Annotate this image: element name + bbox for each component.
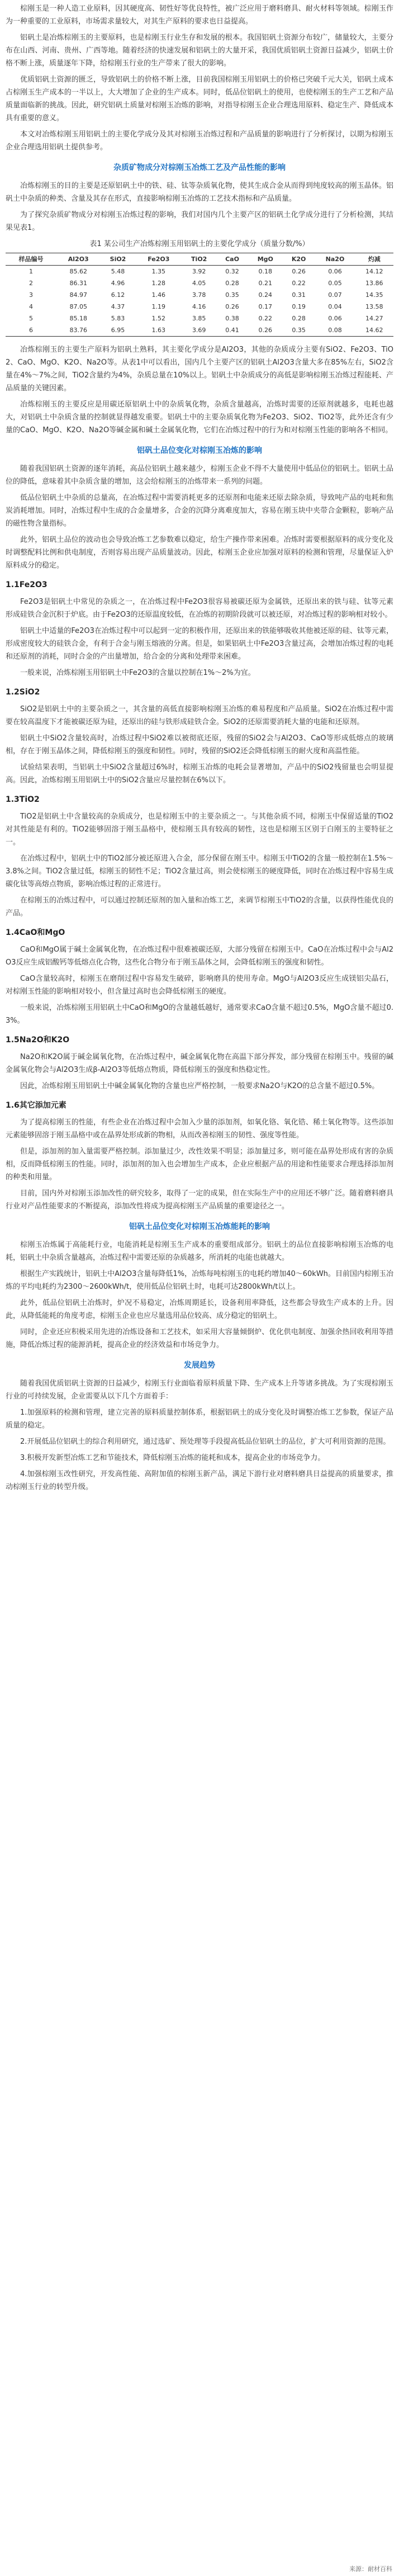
body-paragraph: 1.加强原料的检测和管理，建立完善的原料质量控制体系，根据铝矾土的成分变化及时调整冶炼工艺参数，保证产品质量的稳定。	[6, 1408, 393, 1430]
body-paragraph: 此外，铝矾土品位的波动也会导致冶炼工艺参数难以稳定，给生产操作带来困难。冶炼时需要根据原料的成分变化及时调整配料比例和供电制度，否则容易出现产品质量波动。因此，棕刚玉企业应加强对原料的检测和管理，尽量保证入炉原料成分的稳定。	[6, 536, 393, 570]
table-cell: 6	[29, 327, 34, 334]
body-paragraph: 因此，冶炼棕刚玉用铝矾土中碱金属氧化物的含量也应严格控制，一般要求Na2O与K2O的总含量不超过0.5%。	[20, 1082, 379, 1090]
body-paragraph: 但是，添加剂的加入量需要严格控制。添加量过少，改性效果不明显；添加量过多，则可能在晶界处形成有害的杂质相，反而降低棕刚玉的性能。同时，添加剂的加入也会增加生产成本，企业应根据产品的用途和性能要求合理选择添加剂的种类和用量。	[6, 1147, 393, 1181]
body-paragraph: Fe2O3是铝矾土中常见的杂质之一，在冶炼过程中Fe2O3很容易被碳还原为金属铁，还原出来的铁与硅、钛等元素形成硅铁合金沉积于炉底。由于Fe2O3的还原温度较低，在冶炼的初期阶段就可以被还原，对冶炼过程的影响相对较小。	[6, 598, 393, 619]
body-paragraph: 目前，国内外对棕刚玉添加改性的研究较多，取得了一定的成果，但在实际生产中的应用还不够广泛。随着磨料磨具行业对产品性能要求的不断提高，添加改性将成为提高棕刚玉产品质量的重要途径之一。	[6, 1189, 393, 1211]
table-header-cell: SiO2	[110, 256, 126, 263]
table-cell: 1	[29, 268, 34, 275]
intro-paragraph: 铝矾土是冶炼棕刚玉的主要原料，也是棕刚玉行业生存和发展的根本。我国铝矾土资源分布较广，储量较大，主要分布在山西、河南、贵州、广西等地。随着经济的快速发展和铝矾土的大量开采，我国优质铝矾土资源日益减少，铝矾土价格不断上涨，质量逐年下降，给棕刚玉行业的生产带来了很大的影响。	[6, 34, 393, 68]
body-paragraph: 铝矾土中SiO2含量较高时，冶炼过程中SiO2难以被彻底还原，残留的SiO2会与Al2O3、CaO等形成低熔点的玻璃相，存在于刚玉晶体之间，降低棕刚玉的强度和韧性。同时，残留的SiO2还会降低棕刚玉的耐火度和高温性能。	[6, 734, 393, 755]
source-credit: 来源：耐材百科	[349, 2565, 392, 2573]
composition-table-block	[6, 238, 393, 337]
body-paragraph: SiO2是铝矾土中的主要杂质之一，其含量的高低直接影响棕刚玉冶炼的难易程度和产品质量。SiO2在冶炼过程中需要在较高温度下才能被碳还原为硅，还原出的硅与铁形成硅铁合金。SiO2的还原需要消耗大量的电能和还原剂。	[6, 705, 393, 726]
body-paragraph: 一般来说，冶炼棕刚玉用铝矾土中CaO和MgO的含量越低越好，通常要求CaO含量不超过0.5%，MgO含量不超过0.3%。	[6, 1004, 393, 1025]
table-cell: 0.26	[258, 327, 273, 334]
body-paragraph: 4.加强棕刚玉改性研究，开发高性能、高附加值的棕刚玉新产品，满足下游行业对磨料磨具日益提高的质量要求，推动棕刚玉行业的转型升级。	[6, 1470, 393, 1491]
section-title: 发展趋势	[184, 1361, 215, 1370]
table-cell: 1.19	[151, 303, 166, 310]
table-row	[6, 301, 393, 313]
table-cell: 0.32	[225, 268, 239, 275]
table-header-cell: Fe2O3	[148, 256, 170, 263]
body-paragraph: CaO含量较高时，棕刚玉在磨削过程中容易发生破碎，影响磨具的使用寿命。MgO与Al2O3反应生成镁铝尖晶石，对棕刚玉性能的影响相对较小，但含量过高时也会降低棕刚玉的硬度。	[6, 975, 393, 996]
table-cell: 0.07	[328, 291, 342, 299]
body-paragraph: CaO和MgO属于碱土金属氧化物，在冶炼过程中很难被碳还原，大部分残留在棕刚玉中。CaO在冶炼过程中会与Al2O3反应生成铝酸钙等低熔点化合物，这些化合物分布于刚玉晶体之间，会降低棕刚玉的强度和韧性。	[6, 946, 393, 967]
table-cell: 0.35	[225, 291, 239, 299]
table-cell: 0.28	[225, 280, 239, 287]
table-cell: 1.63	[151, 327, 166, 334]
body-paragraph: 根据生产实践统计，铝矾土中Al2O3含量每降低1%，冶炼每吨棕刚玉的电耗约增加40～60kWh。目前国内棕刚玉冶炼的平均电耗约为2300～2600kWh/t，使用低品位铝矾土时，电耗可达2800kWh/t以上。	[6, 1270, 393, 1291]
table-header-cell: Al2O3	[68, 256, 89, 263]
table-cell: 13.58	[365, 303, 383, 310]
body-paragraph: 试验结果表明，当铝矾土中SiO2含量超过6%时，棕刚玉冶炼的电耗会显著增加，产品中的SiO2残留量也会明显提高。因此，冶炼棕刚玉用铝矾土中的SiO2含量应尽量控制在6%以下。	[6, 763, 393, 784]
subsection-title: 1.3TiO2	[6, 795, 40, 804]
table-cell: 84.97	[69, 291, 87, 299]
table-cell: 0.26	[225, 303, 239, 310]
table-header-cell: CaO	[225, 256, 239, 263]
table-header-cell: 样品编号	[18, 256, 44, 263]
body-paragraph: 同时，企业还应积极采用先进的冶炼设备和工艺技术，如采用大容量倾倒炉、优化供电制度、加强余热回收利用等措施，降低冶炼过程的能源消耗，提高企业的经济效益和市场竞争力。	[6, 1328, 393, 1349]
table-cell: 5.48	[111, 268, 125, 275]
body-paragraph: Na2O和K2O属于碱金属氧化物，在冶炼过程中，碱金属氧化物在高温下部分挥发，部分残留在棕刚玉中。残留的碱金属氧化物会与Al2O3生成β-Al2O3等低熔点物质，降低棕刚玉的强度和热稳定性。	[6, 1053, 393, 1074]
table-header-cell: Na2O	[325, 256, 345, 263]
table-row	[6, 266, 393, 278]
body-paragraph: TiO2是铝矾土中含量较高的杂质成分，也是棕刚玉中的主要杂质之一。与其他杂质不同，棕刚玉中保留适量的TiO2对其性能是有利的。TiO2能够固溶于刚玉晶格中，使棕刚玉具有较高的韧性，这也是棕刚玉区别于白刚玉的主要特征之一。	[6, 812, 393, 847]
table-row	[6, 289, 393, 301]
table-cell: 5	[29, 315, 34, 322]
subsection-title: 1.1Fe2O3	[6, 580, 48, 589]
body-paragraph: 在棕刚玉的冶炼过程中，可以通过控制还原剂的加入量和冶炼工艺，来调节棕刚玉中TiO2的含量，以获得性能优良的产品。	[6, 896, 393, 918]
table-cell: 0.08	[328, 327, 342, 334]
table-cell: 3.78	[192, 291, 206, 299]
table-cell: 0.38	[225, 315, 239, 322]
table-cell: 0.19	[292, 303, 306, 310]
subsection-title: 1.4CaO和MgO	[6, 928, 65, 937]
table-cell: 0.22	[292, 280, 306, 287]
table-header-cell: MgO	[257, 256, 273, 263]
intro-paragraph: 优质铝矾土资源的匮乏，导致铝矾土的价格不断上涨，目前我国棕刚玉用铝矾土的价格已突破千元大关，铝矾土成本占棕刚玉生产成本的一半以上，大大增加了企业的生产成本。同时，低品位铝矾土的使用，也使棕刚玉的生产工艺和产品质量面临新的挑战。因此，研究铝矾土质量对棕刚玉冶炼的影响，对指导棕刚玉企业合理选用原料、稳定生产、降低成本具有重要的意义。	[6, 75, 393, 122]
subsection-title: 1.2SiO2	[6, 688, 40, 697]
table-row	[6, 313, 393, 324]
table-cell: 1.52	[151, 315, 166, 322]
body-paragraph: 一般来说，冶炼棕刚玉用铝矾土中Fe2O3的含量以控制在1%～2%为宜。	[20, 669, 255, 677]
table-cell: 0.04	[328, 303, 342, 310]
table-cell: 0.06	[328, 315, 342, 322]
table-cell: 83.76	[69, 327, 87, 334]
table-cell: 4.37	[111, 303, 125, 310]
section-title: 铝矾土品位变化对棕刚玉冶炼的影响	[137, 446, 262, 455]
body-paragraph: 此外，低品位铝矾土冶炼时，炉况不易稳定，冶炼周期延长，设备利用率降低，这些都会导致生产成本的上升。因此，从降低能耗的角度考虑，棕刚玉企业也应尽量选用品位较高、成分稳定的铝矾土。	[6, 1299, 393, 1320]
table-header-cell: 灼减	[368, 256, 381, 263]
table-cell: 85.18	[69, 315, 87, 322]
table-cell: 6.12	[111, 291, 125, 299]
table-cell: 0.05	[328, 280, 342, 287]
table-cell: 0.18	[258, 268, 273, 275]
body-paragraph: 冶炼棕刚玉的目的主要是还原铝矾土中的铁、硅、钛等杂质氧化物，使其生成合金从而得到纯度较高的刚玉晶体。铝矾土中杂质的种类、含量及其存在形式，直接影响棕刚玉冶炼的工艺技术指标和产品质量。	[6, 182, 393, 203]
table-cell: 14.35	[365, 291, 383, 299]
table-cell: 6.95	[111, 327, 125, 334]
body-paragraph: 铝矾土中适量的Fe2O3在冶炼过程中可以起到一定的积极作用，还原出来的铁能够吸收其他被还原的硅、钛等元素，形成密度较大的硅铁合金，有利于合金与刚玉熔液的分离。但是，如果铝矾土中Fe2O3含量过高，会增加冶炼过程的电耗和还原剂的消耗，同时合金的产出量增加，给合金的分离和处理带来困难。	[6, 627, 393, 661]
table-caption: 表1 某公司生产冶炼棕刚玉用铝矾土的主要化学成分（质量分数/%）	[89, 240, 310, 248]
intro-paragraph: 本文对冶炼棕刚玉用铝矾土的主要化学成分及其对棕刚玉冶炼过程和产品质量的影响进行了分析探讨，以期为棕刚玉企业合理选用铝矾土提供参考。	[6, 130, 393, 152]
table-cell: 0.17	[258, 303, 273, 310]
intro-paragraph: 棕刚玉是一种人造工业原料，因其硬度高、韧性好等优良特性，被广泛应用于磨料磨具、耐火材料等领域。棕刚玉作为一种重要的工业原料，市场需求量较大，对其生产原料的要求也日益提高。	[6, 4, 393, 26]
table-cell: 87.05	[69, 303, 87, 310]
table-cell: 3.85	[192, 315, 206, 322]
table-row	[6, 277, 393, 289]
body-paragraph: 冶炼棕刚玉的主要反应是用碳还原铝矾土中的杂质氧化物，杂质含量越高，冶炼时需要的还原剂就越多，电耗也越大，对铝矾土中杂质含量的控制就显得越发重要。铝矾土中的主要杂质氧化物为Fe2O3、SiO2、TiO2等，此外还含有少量的CaO、MgO、K2O、Na2O等碱金属和碱土金属氧化物，它们在冶炼过程中的行为和对棕刚玉性能的影响各不相同。	[6, 400, 393, 434]
table-cell: 13.86	[365, 280, 383, 287]
table-cell: 86.31	[69, 280, 87, 287]
table-cell: 14.12	[365, 268, 383, 275]
table-cell: 4	[29, 303, 34, 310]
table-cell: 0.26	[292, 268, 306, 275]
table-cell: 1.28	[151, 280, 166, 287]
table-cell: 1.46	[151, 291, 166, 299]
table-cell: 4.96	[111, 280, 125, 287]
body-paragraph: 2.开展低品位铝矾土的综合利用研究，通过选矿、预处理等手段提高低品位铝矾土的品位，扩大可利用资源的范围。	[20, 1438, 391, 1446]
table-cell: 0.24	[258, 291, 273, 299]
table-cell: 14.27	[365, 315, 383, 322]
body-paragraph: 随着我国优质铝矾土资源的日益减少，棕刚玉行业面临着原料质量下降、生产成本上升等诸多挑战。为了实现棕刚玉行业的可持续发展，企业需要从以下几个方面着手：	[6, 1379, 393, 1401]
table-cell: 3.92	[192, 268, 206, 275]
table-cell: 3	[29, 291, 34, 299]
table-cell: 5.83	[111, 315, 125, 322]
table-cell: 0.41	[225, 327, 239, 334]
table-header-row	[6, 253, 393, 266]
table-cell: 1.35	[151, 268, 166, 275]
body-paragraph: 为了提高棕刚玉的性能，有些企业在冶炼过程中会加入少量的添加剂，如氧化铬、氧化锆、稀土氧化物等。这些添加元素能够固溶于刚玉晶格中或在晶界处形成新的物相，从而改善棕刚玉的韧性、强度等性能。	[6, 1118, 393, 1140]
table-cell: 4.16	[192, 303, 206, 310]
body-paragraph: 在冶炼过程中，铝矾土中的TiO2部分被还原进入合金，部分保留在刚玉中。棕刚玉中TiO2的含量一般控制在1.5%～3.8%之间。TiO2含量过低，棕刚玉的韧性不足；TiO2含量过高，则会使棕刚玉的硬度降低，同时在冶炼过程中容易生成碳化钛等高熔点物质，影响冶炼过程的正常进行。	[6, 854, 393, 888]
body-paragraph: 3.积极开发新型冶炼工艺和节能技术，降低棕刚玉冶炼的能耗和成本，提高企业的市场竞争力。	[20, 1454, 325, 1462]
section-title: 铝矾土品位变化对棕刚玉冶炼能耗的影响	[129, 1222, 270, 1231]
table-cell: 0.22	[258, 315, 273, 322]
table-header-cell: K2O	[291, 256, 306, 263]
table-cell: 0.35	[292, 327, 306, 334]
table-cell: 85.62	[69, 268, 87, 275]
body-paragraph: 为了探究杂质矿物成分对棕刚玉冶炼过程的影响，我们对国内几个主要产区的铝矾土化学成分进行了分析检测，其结果见表1。	[6, 211, 393, 232]
table-row	[6, 324, 393, 337]
table-cell: 3.69	[192, 327, 206, 334]
table-header-cell: TiO2	[191, 256, 207, 263]
body-paragraph: 低品位铝矾土中杂质的总量高，在冶炼过程中需要消耗更多的还原剂和电能来还原去除杂质，导致吨产品的电耗和焦炭消耗增加。同时，冶炼过程中生成的合金量增多，合金的沉降分离难度加大，容易在刚玉块中夹带合金颗粒，影响产品的磁性物含量指标。	[6, 494, 393, 528]
table-cell: 0.28	[292, 315, 306, 322]
table-cell: 4.05	[192, 280, 206, 287]
table-cell: 2	[29, 280, 34, 287]
table-cell: 14.62	[365, 327, 383, 334]
table-cell: 0.21	[258, 280, 273, 287]
body-paragraph: 冶炼棕刚玉的主要生产原料为铝矾土熟料，其主要化学成分是Al2O3，其他的杂质成分主要有SiO2、Fe2O3、TiO2、CaO、MgO、K2O、Na2O等。从表1中可以看出，国内几个主要产区的铝矾土Al2O3含量大多在85%左右，SiO2含量在4%～7%之间，TiO2含量约为4%，杂质总量在10%以上。铝矾土中杂质成分的高低是影响棕刚玉冶炼过程能耗、产品质量的关键因素。	[6, 346, 393, 393]
subsection-title: 1.5Na2O和K2O	[6, 1036, 70, 1044]
table-cell: 0.06	[328, 268, 342, 275]
section-title: 杂质矿物成分对棕刚玉冶炼工艺及产品性能的影响	[113, 163, 286, 172]
body-paragraph: 棕刚玉冶炼属于高能耗行业，电能消耗是棕刚玉生产成本的重要组成部分。铝矾土的品位直接影响棕刚玉冶炼的电耗，铝矾土中杂质含量越高，冶炼过程中需要还原的杂质越多，所消耗的电能也就越大。	[6, 1241, 393, 1262]
subsection-title: 1.6其它添加元素	[6, 1101, 66, 1110]
table-cell: 0.31	[292, 291, 306, 299]
composition-table	[6, 253, 393, 337]
table-body	[6, 266, 393, 337]
body-paragraph: 随着我国铝矾土资源的逐年消耗，高品位铝矾土越来越少，棕刚玉企业不得不大量使用中低品位的铝矾土。铝矾土品位的降低，意味着其中杂质含量的增加，这会给棕刚玉的冶炼带来一系列的问题。	[6, 465, 393, 486]
